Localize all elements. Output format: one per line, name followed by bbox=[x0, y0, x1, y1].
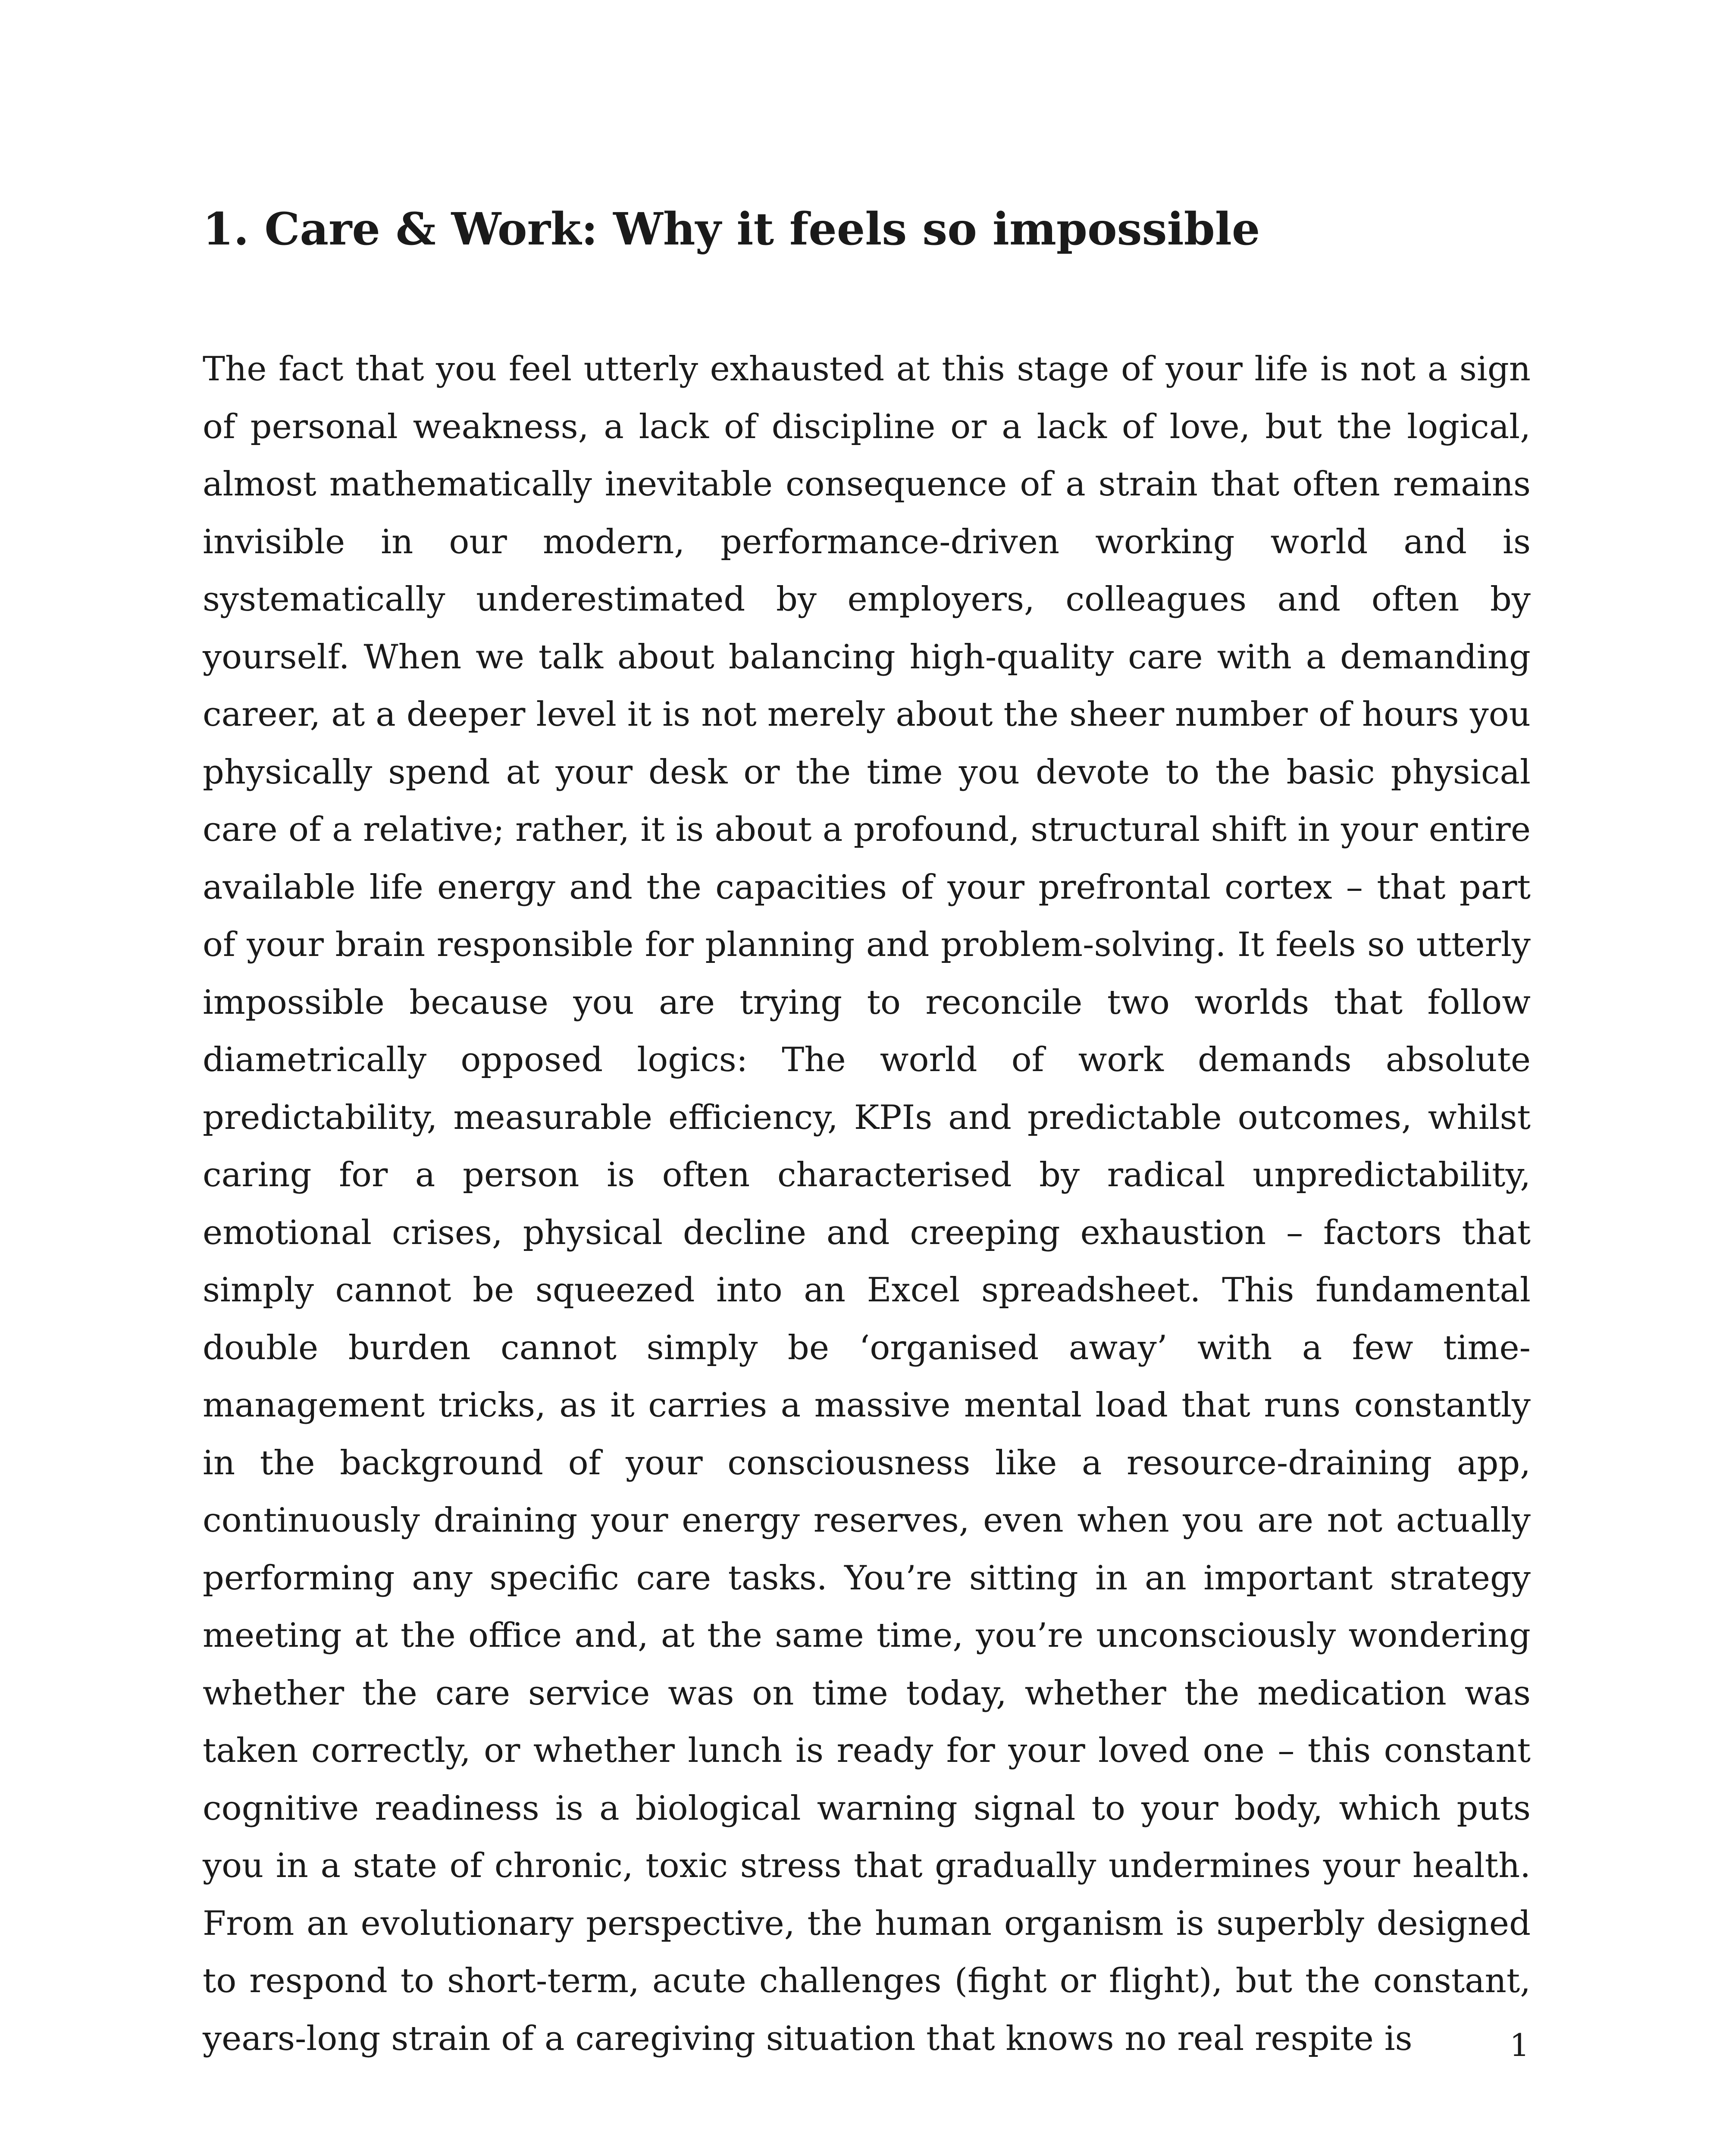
chapter-heading: 1. Care & Work: Why it feels so impossible bbox=[203, 203, 1260, 255]
page-number: 1 bbox=[1510, 2027, 1529, 2063]
body-paragraph: The fact that you feel utterly exhausted at this stage of your life is not a sign of personal weakness, a lack of discipline or a lack of love, but the logical, almost mathematically inevitable consequence of a strain that often remains invisible in our modern, performance-driven working world and is systematically underestimated by employers, colleagues and often by yourself. When we talk about balancing high-quality care with a demanding career, at a deeper level it is not merely about the sheer number of hours you physically spend at your desk or the time you devote to the basic physical care of a relative; rather, it is about a profound, structural shift in your entire available life energy and the capacities of your prefrontal cortex – that part of your brain responsible for planning and problem-solving. It feels so utterly impossible because you are trying to reconcile two worlds that follow diametrically opposed logics: The world of work demands absolute predictability, measurable efficiency, KPIs and predictable outcomes, whilst caring for a person is often characterised by radical unpredictability, emotional crises, physical decline and creeping exhaustion – factors that simply cannot be squeezed into an Excel spreadsheet. This fundamental double burden cannot simply be ‘organised away’ with a few time-management tricks, as it carries a massive mental load that runs constantly in the background of your consciousness like a resource-draining app, continuously draining your energy reserves, even when you are not actually performing any specific care tasks. You’re sitting in an important strategy meeting at the office and, at the same time, you’re unconsciously wondering whether the care service was on time today, whether the medication was taken correctly, or whether lunch is ready for your loved one – this constant cognitive readiness is a biological warning signal to your body, which puts you in a state of chronic, toxic stress that gradually undermines your health. From an evolutionary perspective, the human organism is superbly designed to respond to short-term, acute challenges (fight or flight), but the constant, years-long strain of a caregiving situation that knows no real respite is bbox=[203, 350, 1531, 2058]
